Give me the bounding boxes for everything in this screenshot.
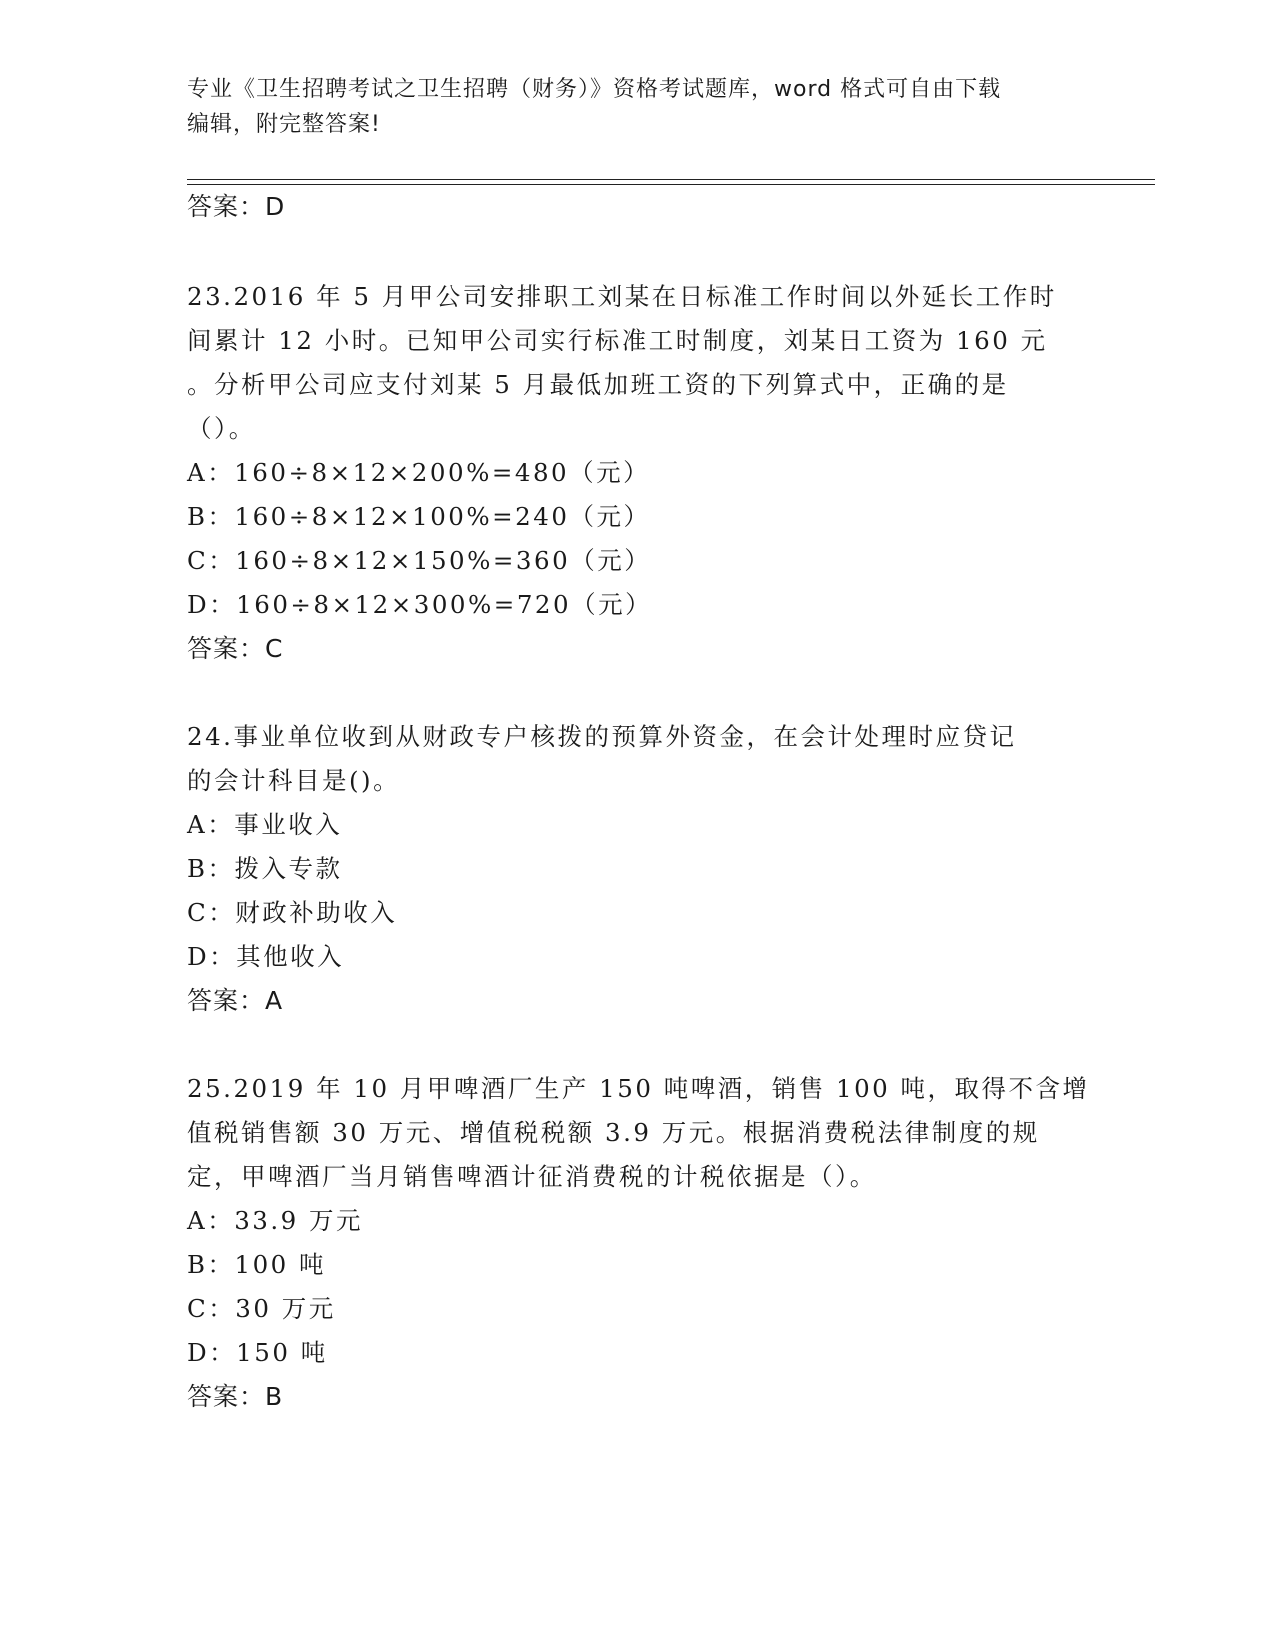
question-23-line-2: 间累计 12 小时。已知甲公司实行标准工时制度，刘某日工资为 160 元 (187, 326, 1048, 355)
question-25-line-3: 定，甲啤酒厂当月销售啤酒计征消费税的计税依据是（）。 (187, 1162, 877, 1191)
question-25-answer: 答案：B (187, 1382, 284, 1411)
question-25-option-d: D：150 吨 (187, 1338, 328, 1367)
page-header (187, 72, 1087, 142)
header-rule-top (187, 179, 1155, 180)
question-23-line-4: （）。 (187, 414, 256, 443)
question-23-answer: 答案：C (187, 634, 284, 663)
question-23-option-d: D：160÷8×12×300%=720（元） (187, 590, 653, 619)
header-line-2: 编辑，附完整答案! (187, 112, 381, 137)
header-rule-bottom (187, 184, 1155, 185)
question-24-option-d: D：其他收入 (187, 942, 345, 971)
question-23-option-c: C：160÷8×12×150%=360（元） (187, 546, 652, 575)
question-23-line-1: 23.2016 年 5 月甲公司安排职工刘某在日标准工作时间以外延长工作时 (187, 282, 1057, 311)
question-24-option-a: A：事业收入 (187, 810, 343, 839)
question-25-option-b: B：100 吨 (187, 1250, 327, 1279)
question-24-option-c: C：财政补助收入 (187, 898, 398, 927)
header-line-1: 专业《卫生招聘考试之卫生招聘（财务）》资格考试题库，word 格式可自由下载 (187, 77, 1002, 102)
question-23-line-3: 。分析甲公司应支付刘某 5 月最低加班工资的下列算式中，正确的是 (187, 370, 1009, 399)
question-24-line-1: 24.事业单位收到从财政专户核拨的预算外资金，在会计处理时应贷记 (187, 722, 1017, 751)
question-25-option-a: A：33.9 万元 (187, 1206, 364, 1235)
question-23-option-b: B：160÷8×12×100%=240（元） (187, 502, 651, 531)
question-25-line-2: 值税销售额 30 万元、增值税税额 3.9 万元。根据消费税法律制度的规 (187, 1118, 1040, 1147)
question-24-answer: 答案：A (187, 986, 284, 1015)
question-25-line-1: 25.2019 年 10 月甲啤酒厂生产 150 吨啤酒，销售 100 吨，取得不含增 (187, 1074, 1090, 1103)
question-25-option-c: C：30 万元 (187, 1294, 336, 1323)
question-23-option-a: A：160÷8×12×200%=480（元） (187, 458, 651, 487)
answer-previous: 答案：D (187, 192, 286, 221)
question-24-option-b: B：拨入专款 (187, 854, 343, 883)
question-24-line-2: 的会计科目是()。 (187, 766, 401, 795)
